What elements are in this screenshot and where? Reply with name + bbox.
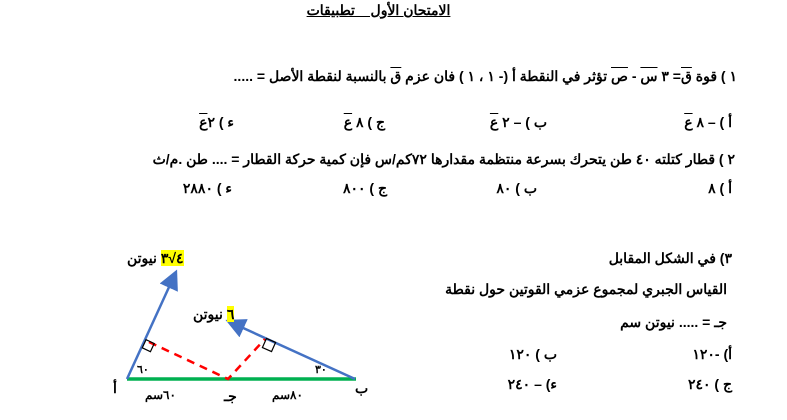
q3-option-d[interactable]: ء) – ٢٤٠ <box>507 376 557 392</box>
question-2-text: ٢ ) قطار كتلته ٤٠ طن يتحرك بسرعة منتظمة مقدارها ٧٢كم/س فإن كمية حركة القطار = .... طن .م/ث <box>152 151 735 167</box>
force-a-label <box>127 250 184 267</box>
point-a-label: أ <box>113 380 117 396</box>
q3-option-c[interactable]: ج ) ٢٤٠ <box>687 376 732 392</box>
vector-f: ق <box>681 68 692 84</box>
option-label: أ ) – ٨ <box>692 114 732 130</box>
unit-label: نيوتن <box>127 250 157 266</box>
force-b-label <box>193 306 234 323</box>
unit-label: نيوتن <box>193 306 223 322</box>
vector-y: ص <box>611 68 628 84</box>
q2-option-c[interactable]: ج ) ٨٠٠ <box>342 180 387 196</box>
point-c-label: جـ <box>224 388 237 404</box>
q1-part: بالنسبة لنقطة الأصل = ..... <box>233 68 391 84</box>
q2-option-a[interactable]: أ ) ٨ <box>708 180 732 196</box>
q3-option-a[interactable]: أ) -١٢٠ <box>692 346 732 362</box>
angle-a-label: ٦٠ <box>137 364 149 376</box>
question-3-line1: القياس الجبري لمجموع عزمي القوتين حول نقطة <box>445 281 727 297</box>
point-b-label: ب <box>355 380 369 396</box>
angle-b-label: ٣٠ <box>315 364 327 376</box>
perpendicular-lines <box>149 339 265 379</box>
page-title: الامتحان الأول _ تطبيقات <box>306 2 451 18</box>
vector-z: ع <box>489 114 499 130</box>
q3-option-b[interactable]: ب ) ١٢٠ <box>508 346 557 362</box>
force-a-value: ٤√٣ <box>160 250 184 266</box>
vector-f: ق <box>390 68 402 84</box>
force-b-value: ٦ <box>226 306 235 322</box>
option-label: ج ) ٨ <box>352 114 385 130</box>
q1-part: = ٣ <box>657 68 681 84</box>
q1-part: - <box>627 68 641 84</box>
distance-ac-label: ٦٠سم <box>145 388 176 402</box>
q2-option-b[interactable]: ب ) ٨٠ <box>496 180 537 196</box>
question-3-line2: جـ = ..... نيوتن سم <box>620 314 727 330</box>
distance-cb-label: ٨٠سم <box>272 388 303 402</box>
option-label: ء ) ٢ <box>207 114 234 130</box>
vector-z: ع <box>343 114 353 130</box>
question-3-heading: ٣) في الشكل المقابل <box>608 250 732 266</box>
vector-x: س <box>640 68 658 84</box>
q1-part: ١ ) قوة <box>691 68 737 84</box>
vector-z: ع <box>684 114 693 130</box>
q1-part: تؤثر في النقطة أ (- ١ ، ١ ) فان عزم <box>401 68 612 84</box>
force-arrow-a <box>127 274 175 379</box>
q2-option-d[interactable]: ء ) ٢٨٨٠ <box>182 180 232 196</box>
vector-z: ع <box>199 114 208 130</box>
option-label: ب ) – ٢ <box>498 114 547 130</box>
force-arrow-b <box>230 322 355 379</box>
